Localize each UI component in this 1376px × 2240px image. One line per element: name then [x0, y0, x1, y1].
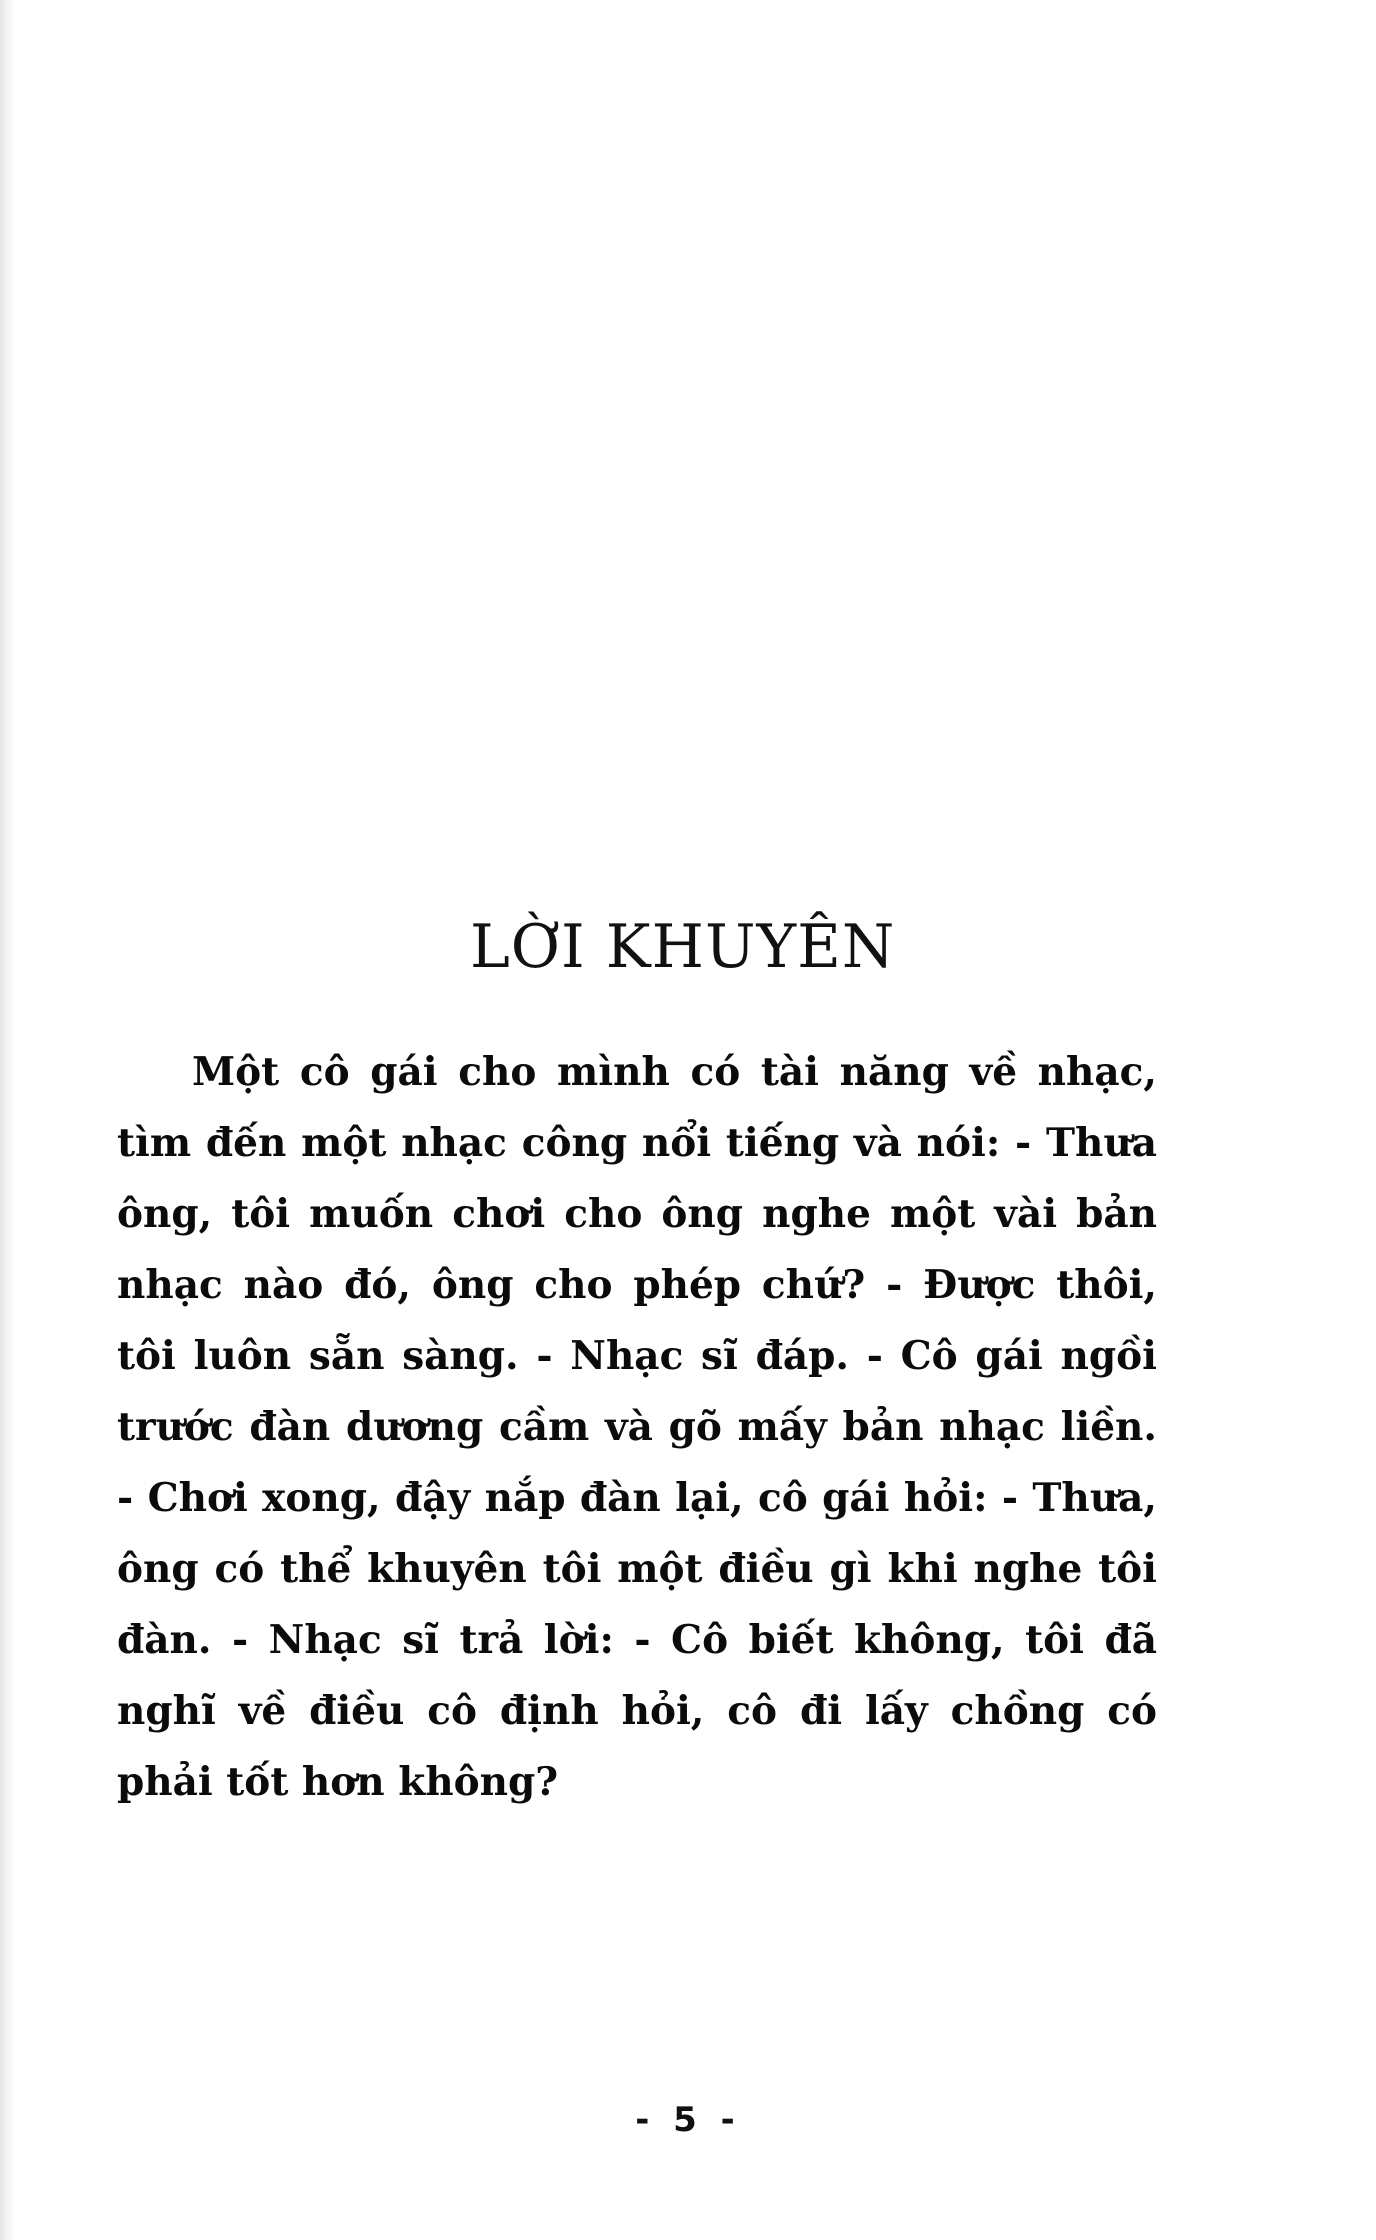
- story-paragraph: [117, 1037, 1157, 1818]
- paragraph-line: tìm đến một nhạc công nổi tiếng và nói: - Thưa: [117, 1120, 1157, 1166]
- paragraph-line: trước đàn dương cầm và gõ mấy bản nhạc liền.: [117, 1404, 1157, 1450]
- paragraph-line: - Chơi xong, đậy nắp đàn lại, cô gái hỏi: - Thưa,: [117, 1475, 1157, 1521]
- paragraph-line: nhạc nào đó, ông cho phép chứ? - Được thôi,: [117, 1262, 1157, 1308]
- paragraph-line: ông, tôi muốn chơi cho ông nghe một vài bản: [117, 1191, 1157, 1237]
- paragraph-line: tôi luôn sẵn sàng. - Nhạc sĩ đáp. - Cô gái ngồi: [117, 1333, 1157, 1379]
- paragraph-line: Một cô gái cho mình có tài năng về nhạc,: [192, 1049, 1157, 1095]
- paragraph-line: phải tốt hơn không?: [117, 1759, 559, 1805]
- paragraph-line: ông có thể khuyên tôi một điều gì khi nghe tôi: [117, 1546, 1157, 1592]
- page-number: - 5 -: [635, 2100, 741, 2140]
- chapter-title: LỜI KHUYÊN: [470, 912, 896, 983]
- paragraph-line: đàn. - Nhạc sĩ trả lời: - Cô biết không, tôi đã: [117, 1617, 1157, 1663]
- paragraph-line: nghĩ về điều cô định hỏi, cô đi lấy chồng có: [117, 1688, 1157, 1734]
